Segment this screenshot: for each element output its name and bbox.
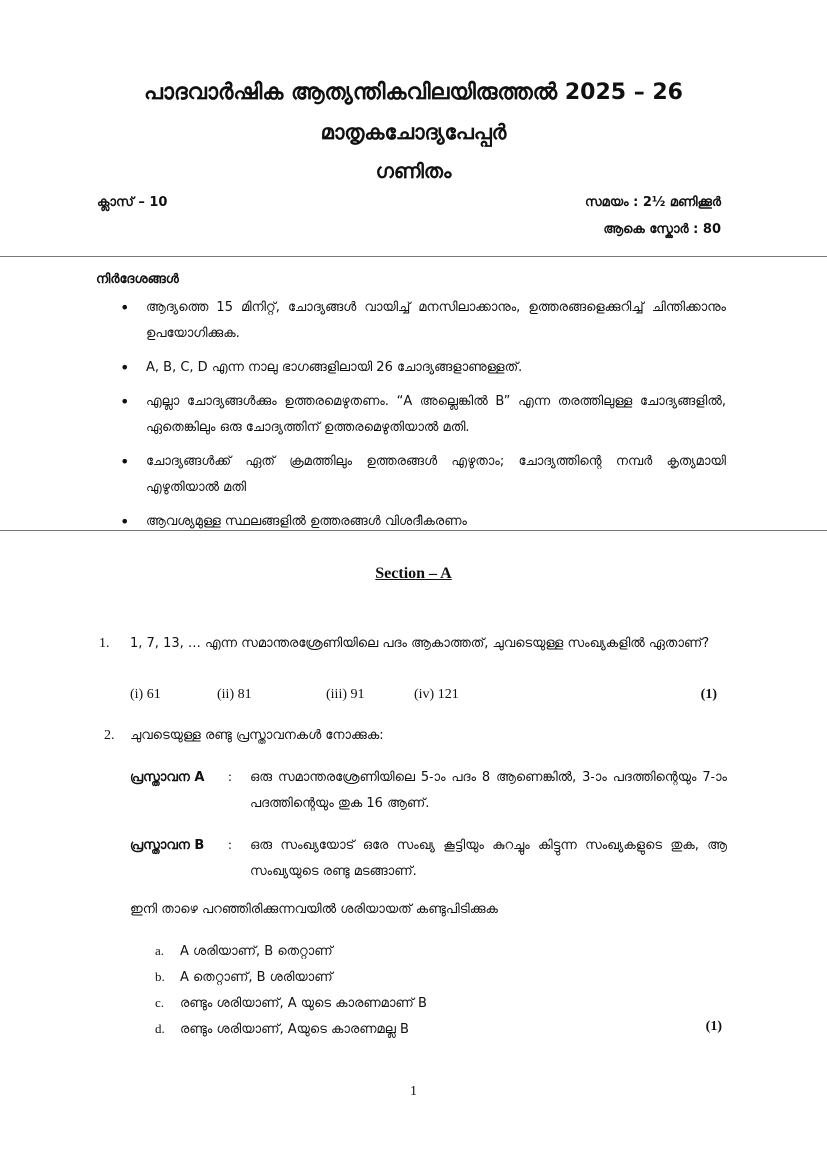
- page-subtitle: മാതൃകചോദ്യപേപ്പർ: [320, 120, 507, 144]
- choice-item: [155, 1016, 427, 1042]
- q2-prompt: ഇനി താഴെ പറഞ്ഞിരിക്കുന്നവയിൽ ശരിയായത് കണ്ടുപിടിക്കുക: [130, 902, 498, 917]
- q2-mark: (1): [705, 1019, 722, 1034]
- choice-item: [155, 964, 427, 990]
- time-label: സമയം : 2½ മണിക്കൂർ: [585, 195, 721, 210]
- subject-title: ഗണിതം: [375, 159, 452, 183]
- q1-text: 1, 7, 13, … എന്ന സമാന്തരശ്രേണിയിലെ പദം ആകാത്തത്, ചുവടെയുള്ള സംഖ്യകളിൽ ഏതാണ്?: [130, 636, 710, 651]
- choice-text: രണ്ടും ശരിയാണ്, A യുടെ കാരണമാണ് B: [180, 996, 427, 1011]
- score-label: ആകെ സ്കോർ : 80: [603, 222, 721, 237]
- top-divider: [0, 256, 827, 257]
- q1-option: (iii) 91: [326, 687, 365, 702]
- statement-b-text: ഒരു സംഖ്യയോട് ഒരേ സംഖ്യ കൂട്ടിയും കുറച്ചും കിട്ടുന്ന സംഖ്യകളുടെ തുക, ആ സംഖ്യയുടെ രണ്ടു മടങ്ങാണ്.: [250, 838, 727, 879]
- statement-a-label: പ്രസ്താവന A: [130, 770, 205, 785]
- q2-number: 2.: [104, 728, 115, 743]
- choice-label: d.: [155, 1021, 165, 1036]
- instructions-heading: നിർദേശങ്ങൾ: [96, 272, 179, 287]
- choice-item: [155, 938, 427, 964]
- q1-option: (iv) 121: [414, 687, 459, 702]
- class-label: ക്ലാസ് – 10: [97, 195, 168, 210]
- instruction-item: • ആദ്യത്തെ 15 മിനിറ്റ്, ചോദ്യങ്ങൾ വായിച്ച് മനസിലാക്കാനും, ഉത്തരങ്ങളെക്കുറിച്ച് ചിന്തിക്കാനും ഉപയോഗിക്കുക.: [120, 295, 726, 347]
- statement-a-text: ഒരു സമാന്തരശ്രേണിയിലെ 5-ാം പദം 8 ആണെങ്കിൽ, 3-ാം പദത്തിന്റെയും 7-ാം പദത്തിന്റെയും തുക 16 ആണ്.: [250, 770, 727, 811]
- q1-number: 1.: [99, 636, 110, 651]
- statement-b-colon: :: [228, 838, 232, 853]
- page-title: പാദവാർഷിക ആത്യന്തികവിലയിരുത്തൽ 2025 – 26: [144, 80, 683, 105]
- choice-text: A തെറ്റാണ്, B ശരിയാണ്: [180, 970, 333, 985]
- q2-text: ചുവടെയുള്ള രണ്ടു പ്രസ്താവനകൾ നോക്കുക:: [130, 728, 384, 743]
- q1-option: (i) 61: [130, 687, 161, 702]
- section-title: Section – A: [375, 565, 452, 582]
- instruction-item: • A, B, C, D എന്ന നാലു ഭാഗങ്ങളിലായി 26 ചോദ്യങ്ങളാണുള്ളത്.: [120, 355, 726, 381]
- instructions-list: [120, 295, 726, 543]
- instruction-item: • ചോദ്യങ്ങൾക്ക് ഏത് ക്രമത്തിലും ഉത്തരങ്ങൾ എഴുതാം; ചോദ്യത്തിന്റെ നമ്പർ കൃത്യമായി എഴുതിയാൽ മതി: [120, 449, 726, 501]
- q1-mark: (1): [700, 687, 717, 702]
- instruction-item: • ആവശ്യമുള്ള സ്ഥലങ്ങളിൽ ഉത്തരങ്ങൾ വിശദീകരണം: [120, 509, 726, 535]
- statement-a-colon: :: [228, 770, 232, 785]
- statement-b-label: പ്രസ്താവന B: [130, 838, 205, 853]
- page-number: 1: [410, 1084, 417, 1099]
- q1-option: (ii) 81: [217, 687, 252, 702]
- instruction-item: • എല്ലാ ചോദ്യങ്ങൾക്കും ഉത്തരമെഴുതണം. “A അല്ലെങ്കിൽ B” എന്ന തരത്തിലുള്ള ചോദ്യങ്ങളിൽ, ഏതെങ്കിലും ഒരു ചോദ്യത്തിന് ഉത്തരമെഴുതിയാൽ മതി.: [120, 389, 726, 441]
- q2-choices: [155, 938, 427, 1042]
- choice-label: b.: [155, 969, 165, 984]
- choice-label: c.: [155, 995, 165, 1010]
- choice-label: a.: [155, 943, 165, 958]
- choice-text: രണ്ടും ശരിയാണ്, Aയുടെ കാരണമല്ല B: [180, 1022, 409, 1037]
- choice-item: [155, 990, 427, 1016]
- bottom-divider: [0, 530, 827, 531]
- choice-text: A ശരിയാണ്, B തെറ്റാണ്: [180, 944, 333, 959]
